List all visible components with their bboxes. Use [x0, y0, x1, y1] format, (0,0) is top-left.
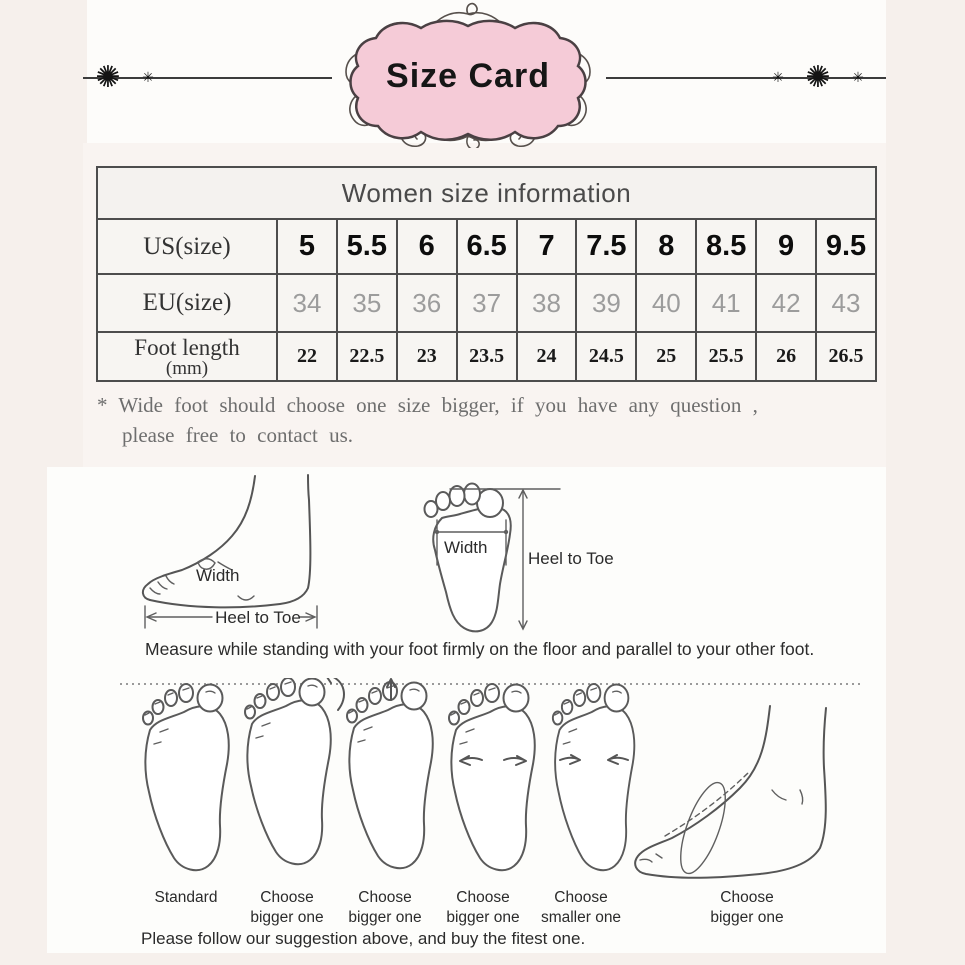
eu-size-value: 43 — [816, 274, 876, 332]
eu-size-value: 41 — [696, 274, 756, 332]
us-size-value: 5.5 — [337, 219, 397, 274]
us-size-value: 8 — [636, 219, 696, 274]
star-ornament-icon: ✳ — [852, 70, 864, 86]
us-size-value: 5 — [277, 219, 337, 274]
wide-foot-note — [97, 390, 887, 450]
eu-size-label: EU(size) — [97, 274, 277, 332]
sole-narrow-foot — [553, 684, 634, 870]
foot-length-value: 25.5 — [696, 332, 756, 381]
eu-size-value: 38 — [517, 274, 577, 332]
us-size-value: 8.5 — [696, 219, 756, 274]
table-title-row — [97, 167, 876, 219]
page-title: Size Card — [386, 57, 550, 95]
foot-high-instep-drawing — [635, 706, 826, 879]
us-size-label: US(size) — [97, 219, 277, 274]
foot-side-view-drawing — [143, 475, 317, 628]
eu-size-value: 39 — [576, 274, 636, 332]
sole-long-big-toe — [245, 678, 331, 864]
foot-length-value: 22 — [277, 332, 337, 381]
star-ornament-icon: ✺ — [805, 60, 831, 95]
foot-length-label-line2: (mm) — [165, 357, 209, 379]
side-heel-to-toe-label: Heel to Toe — [215, 608, 301, 627]
us-size-value: 9.5 — [816, 219, 876, 274]
table-title: Women size information — [97, 167, 876, 219]
fit-label-standard: Standard — [154, 889, 218, 906]
foot-length-label-line1: Foot length — [134, 334, 240, 360]
fit-suggestion-diagram — [120, 678, 865, 890]
foot-measure-diagram — [120, 470, 580, 640]
foot-length-value: 26 — [756, 332, 816, 381]
top-heel-to-toe-label: Heel to Toe — [528, 549, 614, 568]
sole-long-second-toe — [347, 682, 433, 868]
eu-size-value: 37 — [457, 274, 517, 332]
foot-length-value: 24.5 — [576, 332, 636, 381]
us-size-value: 9 — [756, 219, 816, 274]
foot-length-value: 23.5 — [457, 332, 517, 381]
side-width-label: Width — [196, 566, 240, 585]
us-size-value: 6 — [397, 219, 457, 274]
foot-length-label — [97, 332, 277, 381]
foot-length-value: 23 — [397, 332, 457, 381]
foot-length-value: 26.5 — [816, 332, 876, 381]
fit-footer-note: Please follow our suggestion above, and buy the fitest one. — [141, 929, 586, 948]
eu-size-value: 42 — [756, 274, 816, 332]
fit-label-bigger: Choose bigger one — [710, 889, 784, 927]
size-table — [96, 166, 877, 382]
star-ornament-icon: ✳ — [142, 70, 154, 86]
header-divider-right — [606, 77, 886, 79]
eu-size-value: 36 — [397, 274, 457, 332]
foot-length-value: 24 — [517, 332, 577, 381]
note-line2: please free to contact us. — [122, 423, 353, 447]
eu-size-value: 40 — [636, 274, 696, 332]
star-ornament-icon: ✳ — [772, 70, 784, 86]
star-ornament-icon: ✺ — [95, 60, 121, 95]
fit-label-bigger: Choose bigger one — [250, 889, 324, 927]
foot-length-value: 25 — [636, 332, 696, 381]
fit-label-smaller: Choose smaller one — [540, 889, 622, 927]
table-row-us — [97, 219, 876, 274]
table-row-eu — [97, 274, 876, 332]
foot-length-value: 22.5 — [337, 332, 397, 381]
sole-standard — [143, 684, 229, 870]
us-size-value: 7 — [517, 219, 577, 274]
table-row-foot-length — [97, 332, 876, 381]
eu-size-value: 35 — [337, 274, 397, 332]
eu-size-value: 34 — [277, 274, 337, 332]
fit-label-bigger: Choose bigger one — [446, 889, 520, 927]
top-width-label: Width — [444, 538, 488, 557]
note-line1: * Wide foot should choose one size bigger, if you have any question , — [97, 393, 758, 417]
us-size-value: 6.5 — [457, 219, 517, 274]
sole-wide-foot — [449, 684, 535, 870]
us-size-value: 7.5 — [576, 219, 636, 274]
fit-label-bigger: Choose bigger one — [348, 889, 422, 927]
measure-instruction: Measure while standing with your foot firmly on the floor and parallel to your other foot. — [145, 639, 815, 659]
